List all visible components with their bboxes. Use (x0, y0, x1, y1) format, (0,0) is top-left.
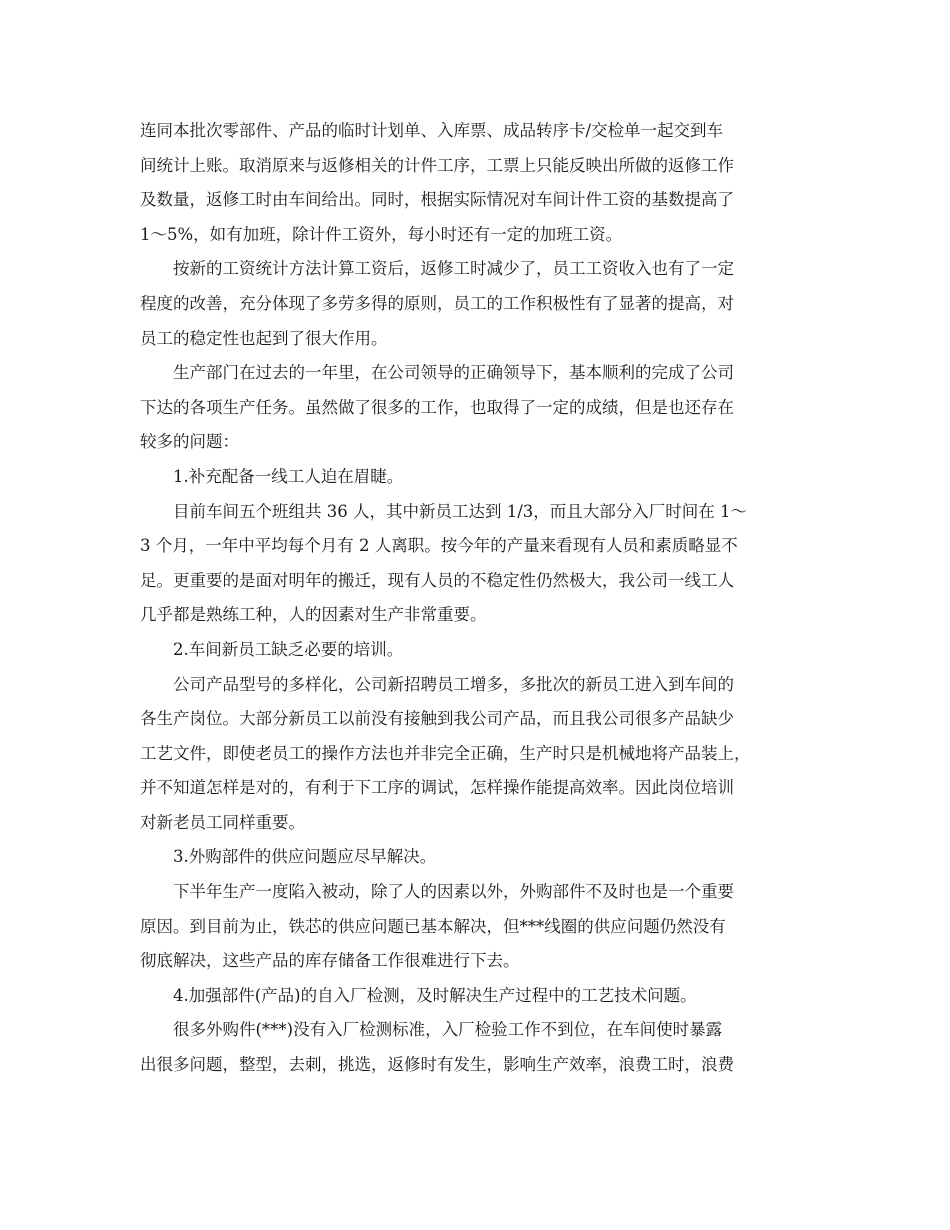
paragraph (140, 114, 816, 252)
text-line: 连同本批次零部件、产品的临时计划单、入库票、成品转序卡/交检单一起交到车 (140, 121, 724, 140)
text-line: 原因。到目前为止，铁芯的供应问题已基本解决，但***线圈的供应问题仍然没有 (140, 916, 726, 936)
text-line: 下达的各项生产任务。虽然做了很多的工作，也取得了一定的成绩，但是也还存在 (140, 397, 734, 417)
text-line: 较多的问题： (140, 432, 239, 452)
text-line: 工艺文件，即使老员工的操作方法也并非完全正确，生产时只是机械地将产品装上， (140, 743, 751, 763)
text-line: 4.加强部件(产品)的自入厂检测，及时解决生产过程中的工艺技术问题。 (173, 985, 697, 1005)
text-line: 各生产岗位。大部分新员工以前没有接触到我公司产品，而且我公司很多产品缺少 (140, 709, 734, 729)
text-line: 彻底解决，这些产品的库存储备工作很难进行下去。 (140, 951, 520, 971)
text-line: 足。更重要的是面对明年的搬迁，现有人员的不稳定性仍然极大，我公司一线工人 (140, 570, 734, 590)
section-heading (140, 840, 816, 875)
text-line: 目前车间五个班组共 36 人，其中新员工达到 1/3，而且大部分入厂时间在 1～ (173, 501, 748, 521)
section-heading (140, 460, 816, 495)
text-line: 程度的改善，充分体现了多劳多得的原则，员工的工作积极性有了显著的提高，对 (140, 293, 734, 313)
text-line: 生产部门在过去的一年里，在公司领导的正确领导下，基本顺利的完成了公司 (173, 363, 734, 383)
section-heading (140, 633, 816, 668)
text-line: 及数量，返修工时由车间给出。同时，根据实际情况对车间计件工资的基数提高了 (140, 190, 734, 210)
text-line: 1.补充配备一线工人迫在眉睫。 (173, 466, 404, 486)
text-line: 3 个月，一年中平均每个月有 2 人离职。按今年的产量来看现有人员和素质略显不 (140, 536, 738, 556)
paragraph (140, 252, 816, 356)
text-line: 几乎都是熟练工种，人的因素对生产非常重要。 (140, 605, 487, 625)
text-line: 对新老员工同样重要。 (140, 812, 305, 832)
paragraph (140, 495, 816, 633)
text-line: 1～5%，如有加班，除计件工资外，每小时还有一定的加班工资。 (140, 224, 623, 244)
text-line: 2.车间新员工缺乏必要的培训。 (173, 639, 404, 659)
text-line: 员工的稳定性也起到了很大作用。 (140, 328, 388, 348)
section-heading (140, 979, 816, 1014)
text-line: 间统计上账。取消原来与返修相关的计件工序，工票上只能反映出所做的返修工作 (140, 155, 734, 175)
paragraph (140, 668, 816, 841)
text-line: 并不知道怎样是对的，有利于下工序的调试，怎样操作能提高效率。因此岗位培训 (140, 778, 734, 798)
text-line: 按新的工资统计方法计算工资后，返修工时减少了，员工工资收入也有了一定 (173, 259, 734, 279)
paragraph (140, 875, 816, 979)
document-body (140, 114, 816, 1083)
text-line: 3.外购部件的供应问题应尽早解决。 (173, 847, 437, 867)
text-line: 很多外购件(***)没有入厂检测标准，入厂检验工作不到位，在车间使时暴露 (173, 1020, 723, 1040)
paragraph (140, 356, 816, 460)
paragraph (140, 1013, 816, 1082)
text-line: 出很多问题，整型，去刺，挑选，返修时有发生，影响生产效率，浪费工时，浪费 (140, 1055, 734, 1075)
text-line: 公司产品型号的多样化，公司新招聘员工增多，多批次的新员工进入到车间的 (173, 674, 734, 694)
text-line: 下半年生产一度陷入被动，除了人的因素以外，外购部件不及时也是一个重要 (173, 882, 734, 902)
